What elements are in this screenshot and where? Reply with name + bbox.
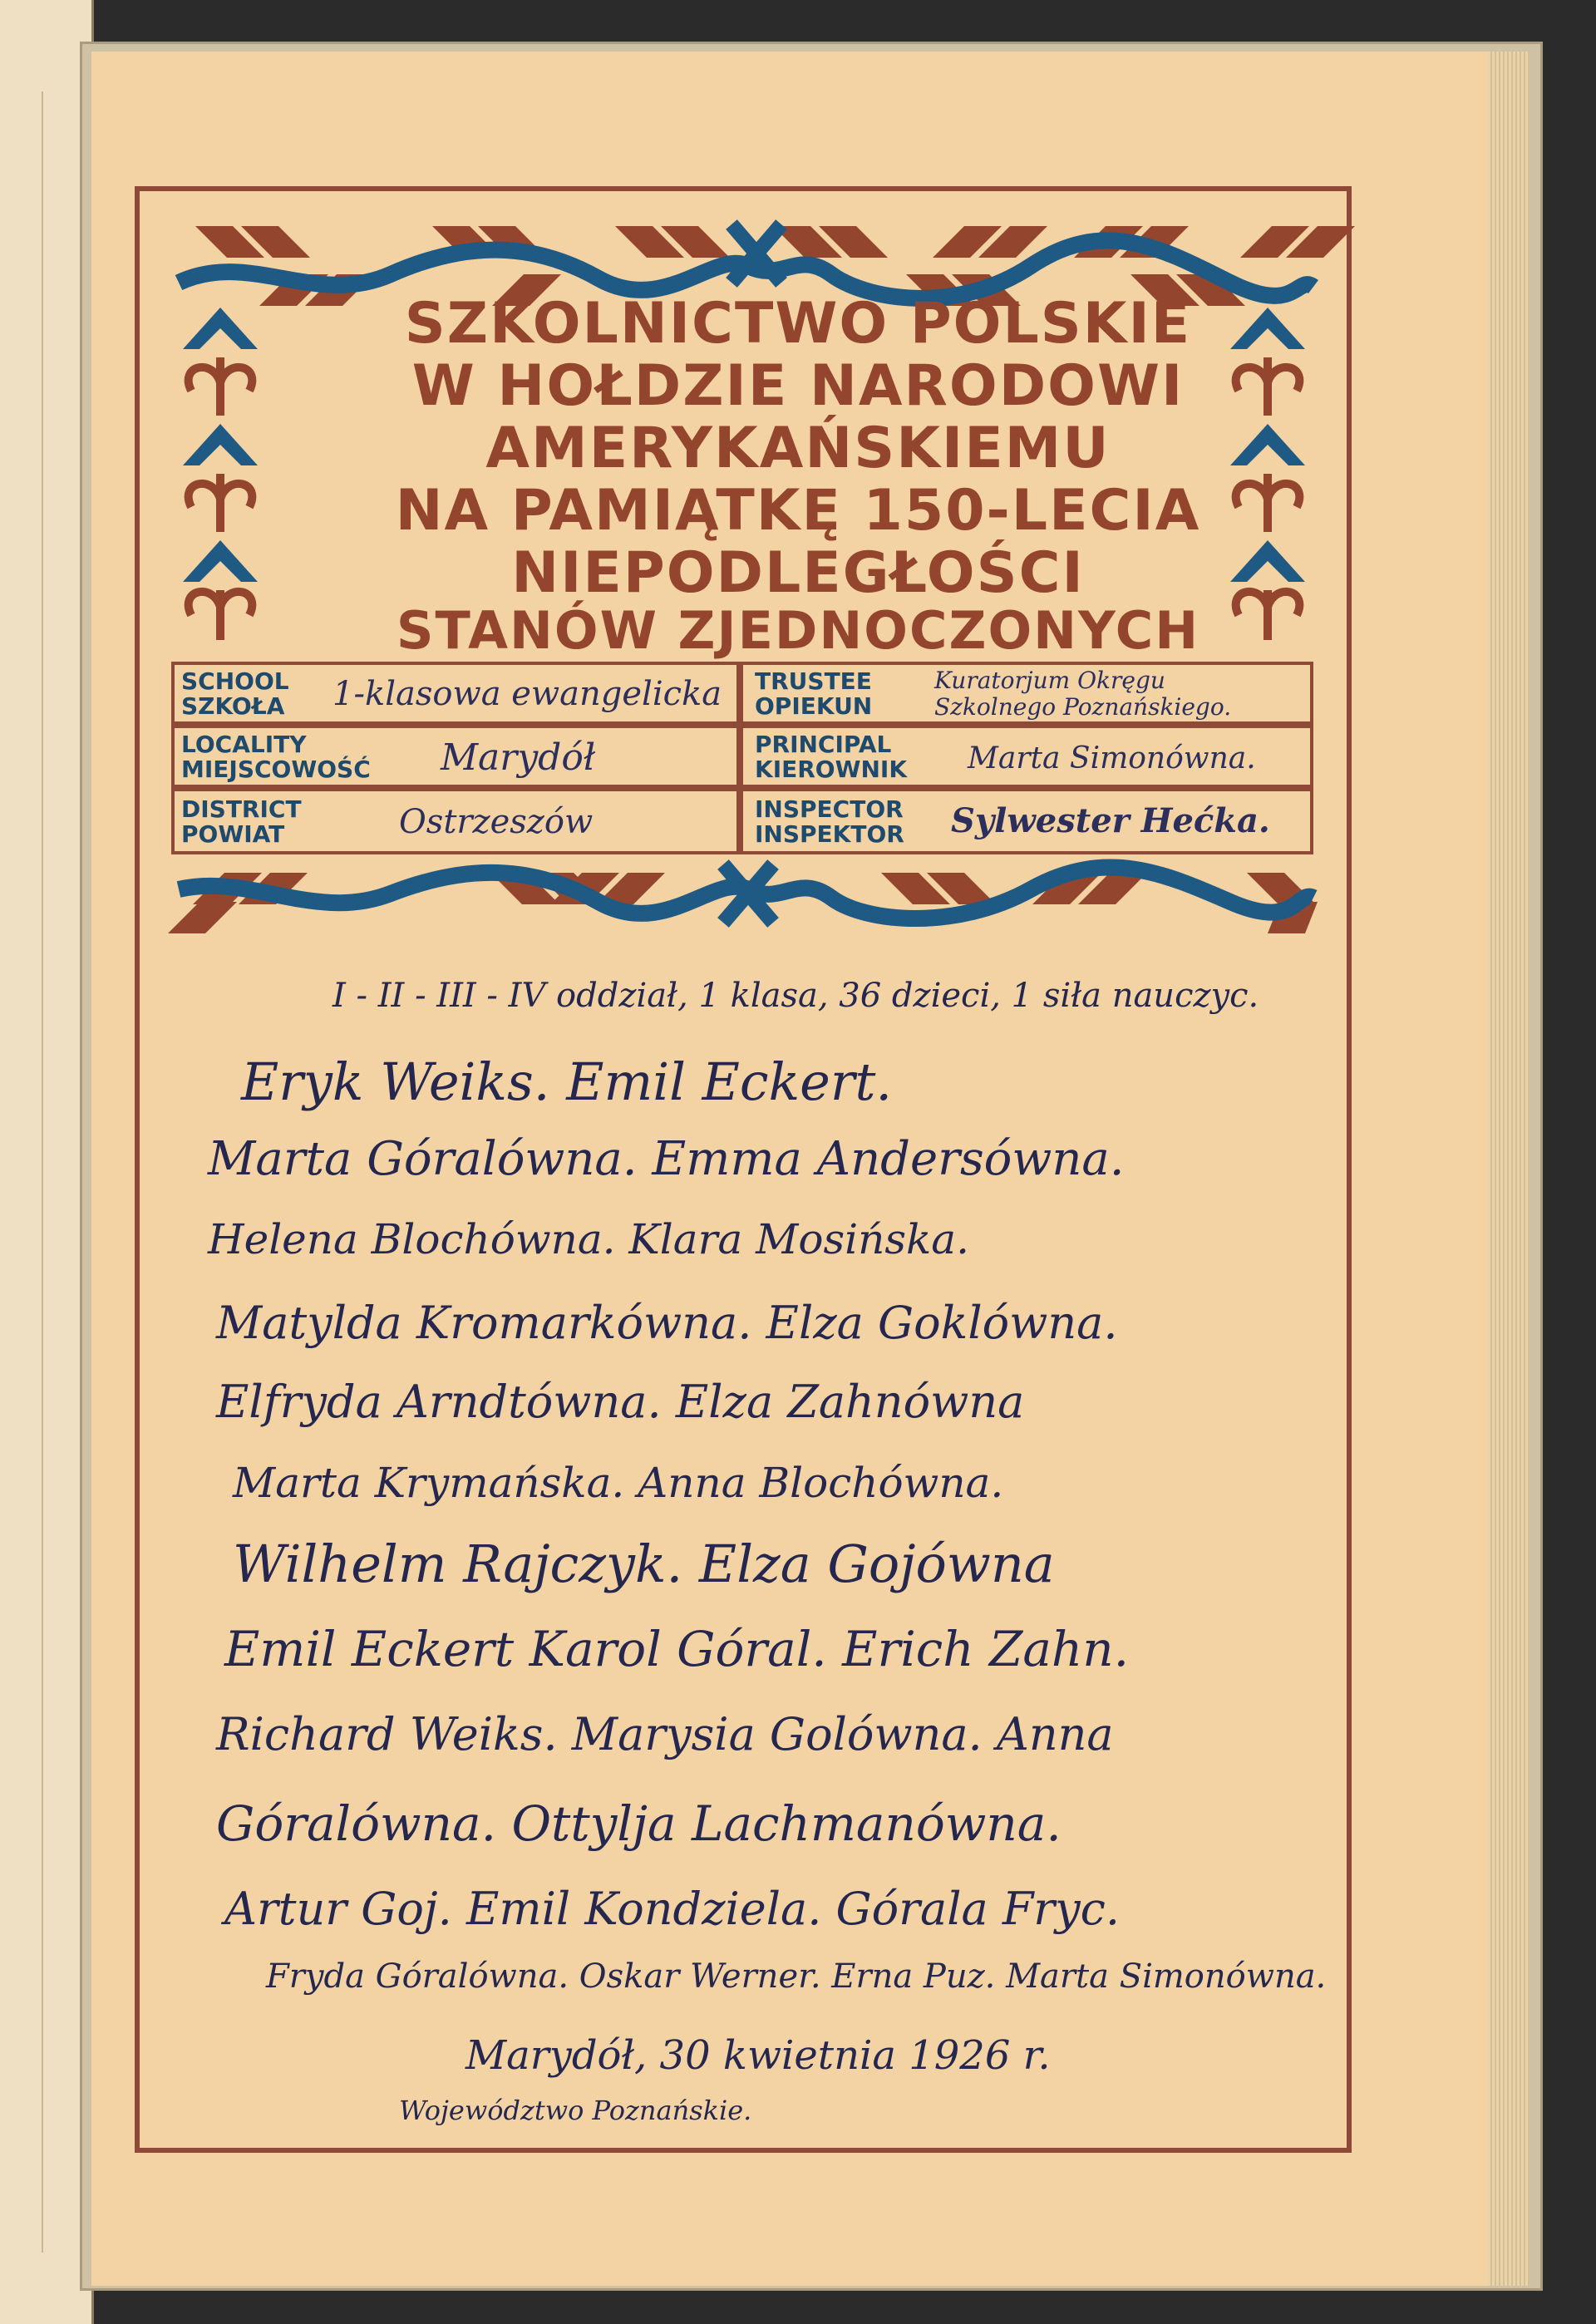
title-line-2: W HOŁDZIE NARODOWI	[411, 353, 1185, 419]
region-line: Województwo Poznańskie.	[399, 2095, 752, 2126]
locality-field	[171, 725, 740, 788]
principal-value: Marta Simonówna.	[968, 741, 1256, 775]
name-line-4: Matylda Kromarkówna. Elza Goklówna.	[216, 1297, 1118, 1349]
name-line-3: Helena Blochówna. Klara Mosińska.	[208, 1215, 969, 1263]
district-label-en: DISTRICT	[181, 795, 302, 823]
name-line-2: Marta Góralówna. Emma Andersówna.	[208, 1132, 1125, 1186]
name-line-12: Frydа Góralówna. Oskar Werner. Erna Puz. Marta Simonówna.	[266, 1957, 1327, 1996]
principal-field	[740, 725, 1313, 788]
date-line: Marydół, 30 kwietnia 1926 r.	[466, 2032, 1051, 2079]
trustee-value-line1: Kuratorjum Okręgu	[934, 667, 1165, 694]
inspector-label-pl: INSPEKTOR	[755, 820, 904, 848]
name-line-9: Richard Weiks. Marysia Golówna. Anna	[216, 1708, 1114, 1760]
name-line-8: Emil Eckert Karol Góral. Erich Zahn.	[224, 1621, 1130, 1677]
school-label-en: SCHOOL	[181, 667, 289, 695]
school-label-pl: SZKOŁA	[181, 692, 285, 720]
title-line-4: NA PAMIĄTKĘ 150-LECIA	[395, 478, 1201, 544]
inspector-label-en: INSPECTOR	[755, 795, 904, 823]
name-line-10: Góralówna. Ottylja Lachmanówna.	[216, 1795, 1062, 1852]
district-label-pl: POWIAT	[181, 820, 285, 848]
district-field	[171, 788, 740, 854]
name-line-7: Wilhelm Rajczyk. Elza Gojówna	[233, 1534, 1055, 1594]
title-line-1: SZKOLNICTWO POLSKIE	[404, 291, 1192, 357]
locality-label-en: LOCALITY	[181, 731, 307, 758]
class-info-line: I - II - III - IV oddział, 1 klasa, 36 dzieci, 1 siła nauczyc.	[332, 977, 1259, 1015]
trustee-field	[740, 662, 1313, 725]
name-line-5: Elfryda Arndtówna. Elza Zahnówna	[216, 1376, 1025, 1428]
inspector-field	[740, 788, 1313, 854]
district-value: Ostrzeszów	[399, 803, 594, 841]
title-line-3: AMERYKAŃSKIEMU	[485, 416, 1111, 481]
principal-label-pl: KIEROWNIK	[755, 756, 908, 783]
name-line-6: Marta Krymańska. Anna Blochówna.	[233, 1459, 1004, 1507]
inspector-value: Sylwester Hećka.	[951, 801, 1270, 840]
name-line-1: Eryk Weiks. Emil Eckert.	[241, 1051, 893, 1112]
trustee-label-en: TRUSTEE	[755, 667, 872, 695]
name-line-11: Artur Goj. Emil Kondziela. Górala Fryc.	[224, 1883, 1121, 1935]
school-value: 1-klasowa ewangelicka	[332, 675, 722, 713]
title-line-5: NIEPODLEGŁOŚCI	[511, 540, 1085, 606]
locality-label-pl: MIEJSCOWOŚĆ	[181, 756, 371, 783]
principal-label-en: PRINCIPAL	[755, 731, 892, 758]
locality-value: Marydół	[441, 736, 596, 779]
trustee-label-pl: OPIEKUN	[755, 692, 873, 720]
title-line-6: STANÓW ZJEDNOCZONYCH	[396, 600, 1200, 661]
school-field	[171, 662, 740, 725]
trustee-value-line2: Szkolnego Poznańskiego.	[934, 693, 1232, 721]
